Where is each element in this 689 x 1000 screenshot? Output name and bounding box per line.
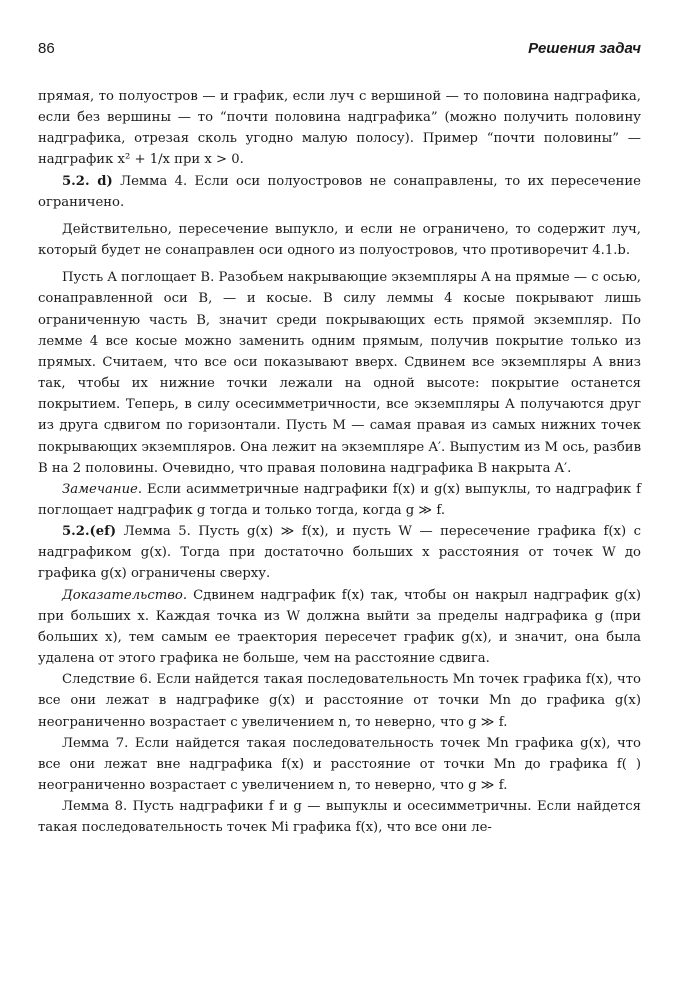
paragraph-lemma-4	[38, 171, 641, 213]
problem-label: 5.2. d)	[62, 173, 113, 189]
paragraph-text: Лемма 4. Если оси полуостровов не сонаправлены, то их пересечение ограничено.	[38, 173, 641, 210]
paragraph-proof-lemma-4: Действительно, пересечение выпукло, и если не ограничено, то содержит луч, который будет не сонаправлен оси одного из полуостровов, что противоречит 4.1.b.	[38, 221, 641, 259]
remark-label: Замечание.	[62, 481, 143, 497]
paragraph-text: Лемма 5. Пусть g(x) ≫ f(x), и пусть W — пересечение графика f(x) с надграфиком g(x). Тогда при достаточно больших x расстояния от точек W до графика g(x) ограничены сверху.	[38, 524, 641, 582]
page-number: 86	[38, 40, 55, 57]
paragraph-text: Если асимметричные надграфики f(x) и g(x) выпуклы, то надграфик f поглощает надграфик g тогда и только тогда, когда g ≫ f.	[38, 481, 641, 518]
paragraph-text: Сдвинем надграфик f(x) так, чтобы он накрыл надграфик g(x) при больших x. Каждая точка из W должна выйти за пределы надграфика g (при больших x), тем самым ее траектория пересечет график g(x), и значит, она была удалена от этого графика не больше, чем на расстояние сдвига.	[38, 587, 641, 667]
page-body	[38, 86, 641, 838]
paragraph-corollary-6: Следствие 6. Если найдется такая последовательность Mn точек графика f(x), что все они лежат в надграфике g(x) и расстояние от точки Mn до графика g(x) неограниченно возрастает с увеличением n, то неверно, что g ≫ f.	[38, 672, 641, 730]
paragraph-absorption: Пусть A поглощает B. Разобьем накрывающие экземпляры A на прямые — с осью, сонаправленной оси B, — и косые. В силу леммы 4 косые покрывают лишь ограниченную часть B, значит среди покрывающих есть прямой экземпляр. По лемме 4 все косые можно заменить одним прямым, получив покрытие только из прямых. Считаем, что все оси показывают вверх. Сдвинем все экземпляры A вниз так, чтобы их нижние точки лежали на одной высоте: покрытие останется покрытием. Теперь, в силу осесимметричности, все экземпляры A получаются друг из друга сдвигом по горизонтали. Пусть M — самая правая из самых нижних точек покрывающих экземпляров. Она лежит на экземпляре A′. Выпустим из M ось, разбив B на 2 половины. Очевидно, что правая половина надграфика B накрыта A′.	[38, 270, 641, 476]
problem-label: 5.2.(ef)	[62, 524, 117, 540]
section-title: Решения задач	[528, 40, 641, 57]
running-header	[38, 40, 641, 57]
paragraph-remark	[38, 479, 641, 521]
paragraph-lemma-8: Лемма 8. Пусть надграфики f и g — выпуклы и осесимметричны. Если найдется такая последовательность точек Mi графика f(x), что все они ле-	[38, 799, 641, 836]
proof-label: Доказательство.	[62, 587, 188, 603]
paragraph-lemma-7: Лемма 7. Если найдется такая последовательность точек Mn графика g(x), что все они лежат вне надграфика f(x) и расстояние от точки Mn до графика f( ) неограниченно возрастает с увеличением n, то неверно, что g ≫ f.	[38, 735, 641, 793]
paragraph-proof-lemma-5	[38, 585, 641, 670]
paragraph-lemma-5	[38, 521, 641, 584]
paragraph-continuation: прямая, то полуостров — и график, если луч с вершиной — то половина надграфика, если без вершины — то “почти половина надграфика” (можно получить половину надграфика, отрезая сколь угодно малую полосу). Пример “почти половины” — надграфик x² + 1/x при x > 0.	[38, 89, 641, 168]
